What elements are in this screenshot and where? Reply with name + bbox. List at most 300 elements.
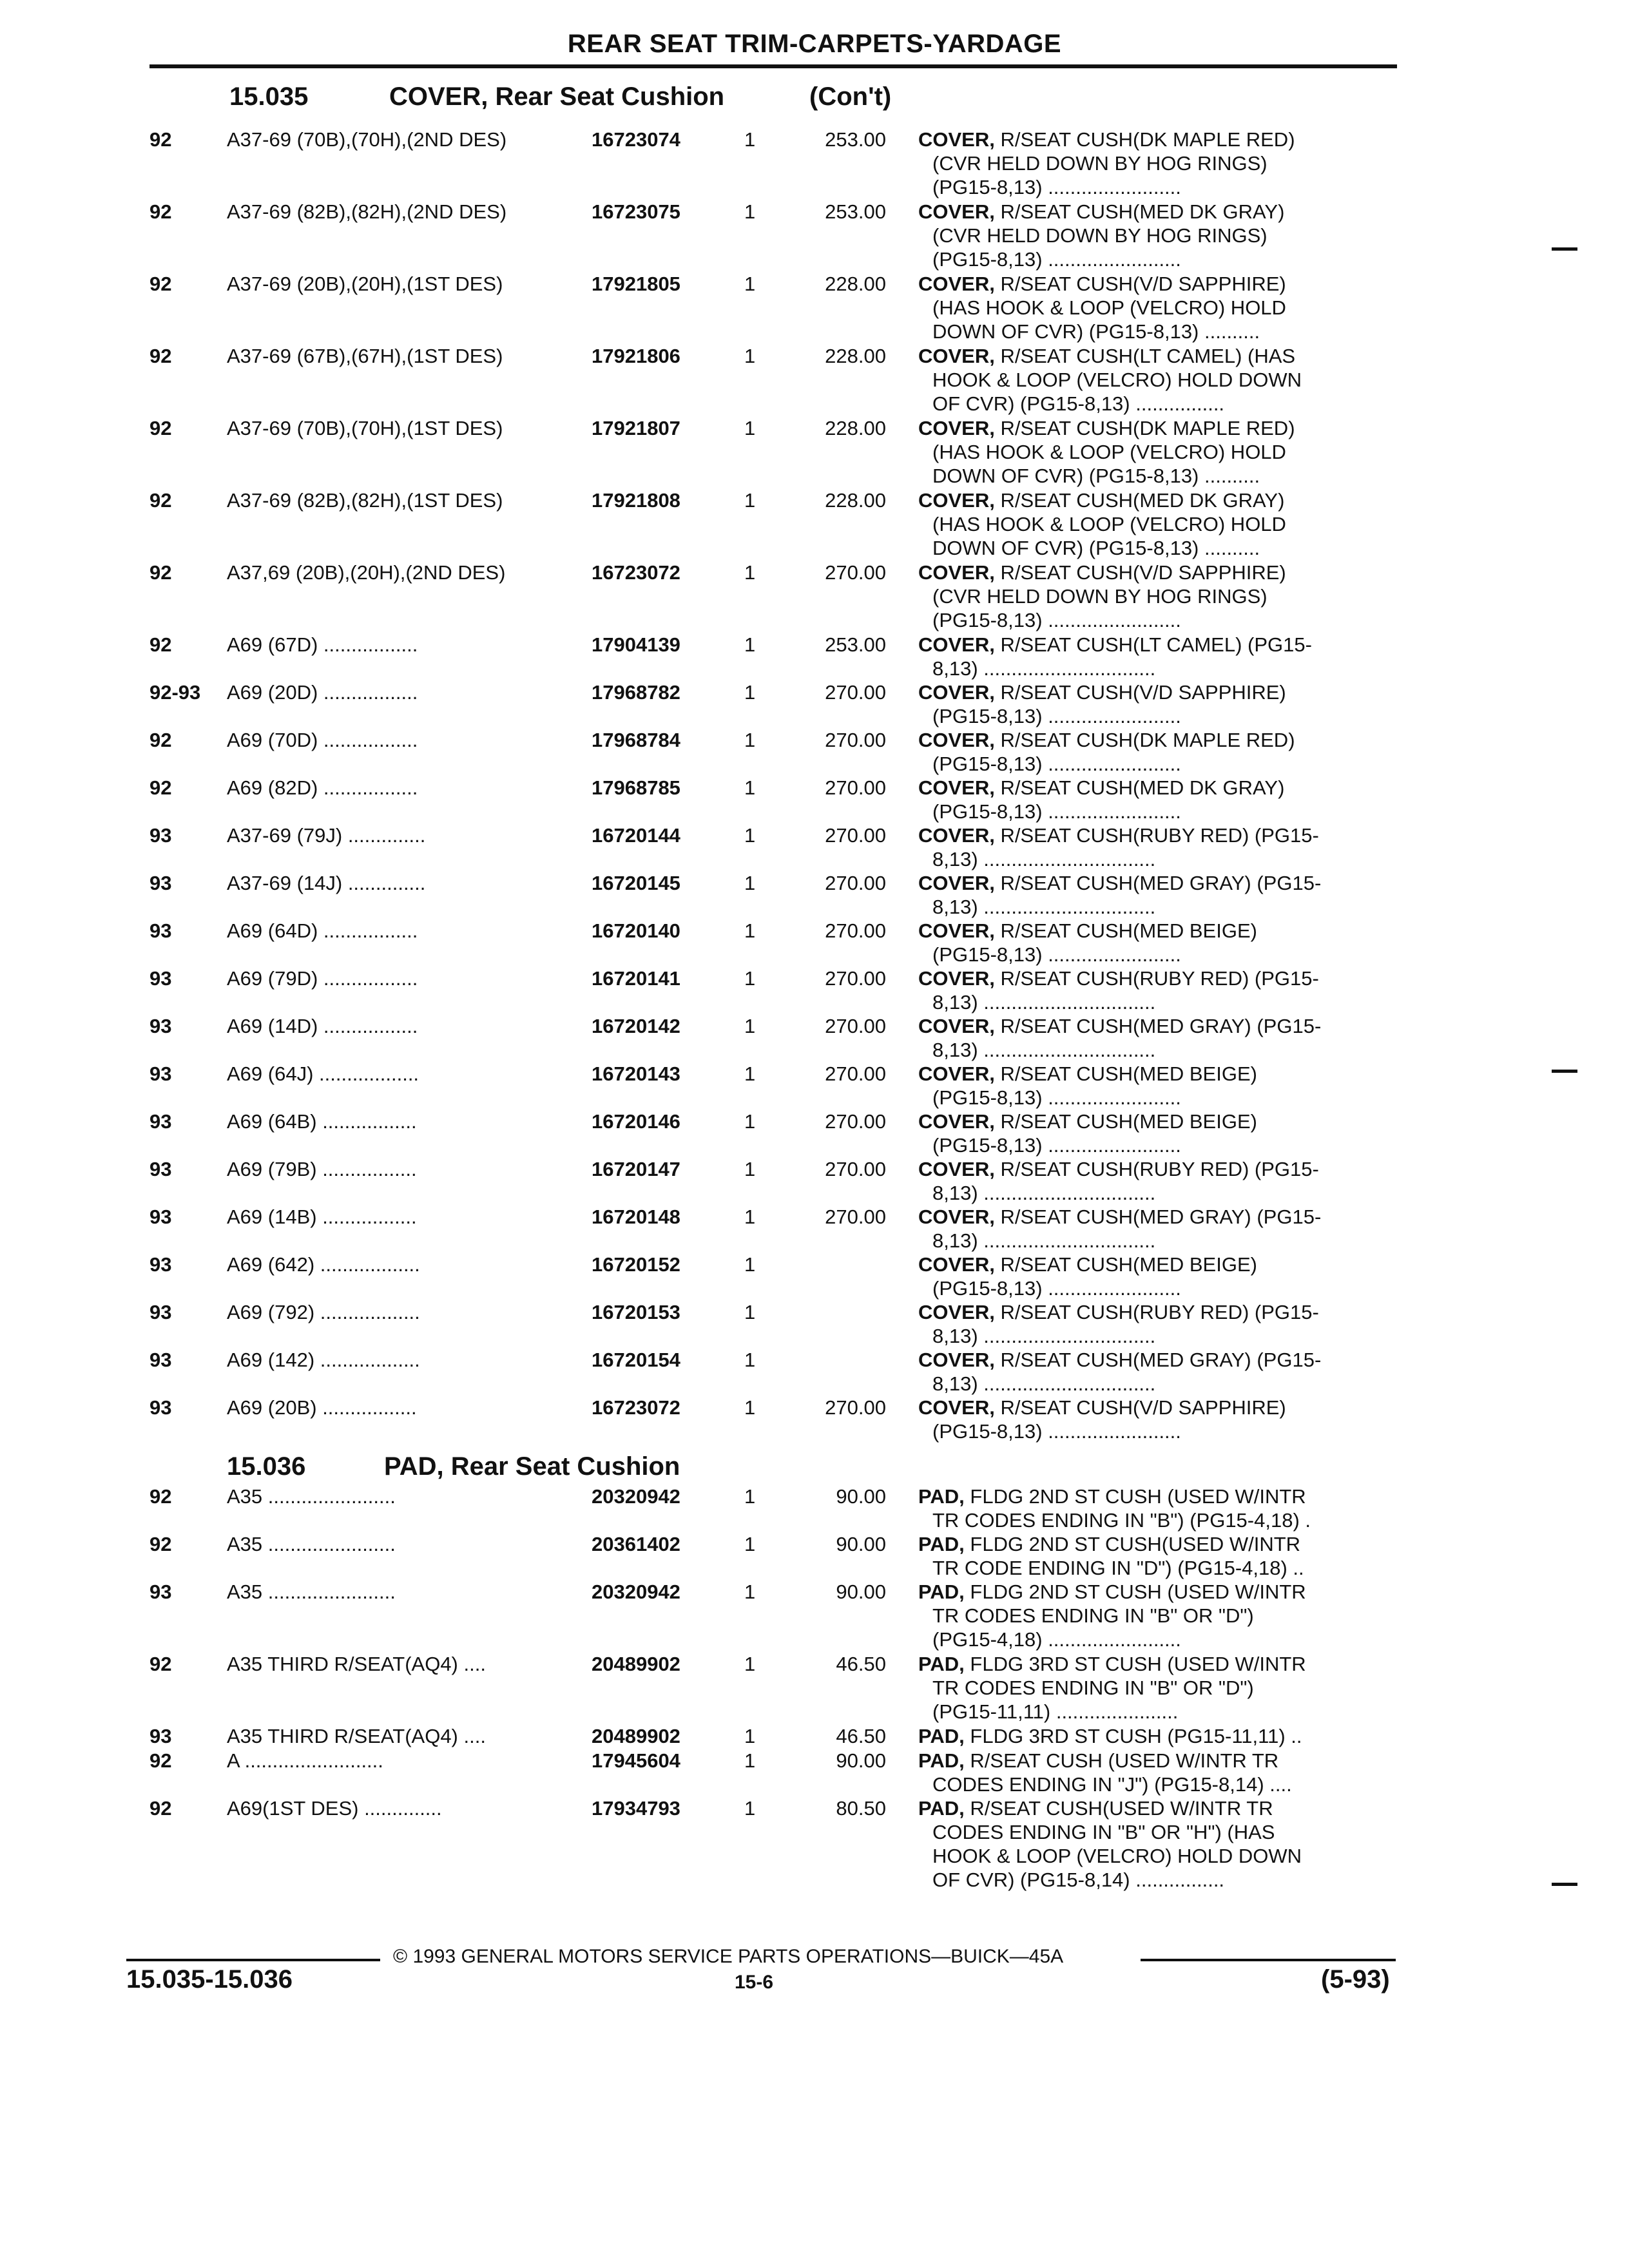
illustration-page: 93 (149, 872, 172, 894)
part-name: PAD, (918, 1485, 965, 1508)
part-description (918, 1253, 1395, 1300)
part-name: COVER, (918, 489, 995, 512)
description-line (918, 1300, 1395, 1324)
part-name: COVER, (918, 919, 995, 942)
part-description (918, 1062, 1395, 1110)
price: 80.50 (836, 1797, 886, 1820)
description-line: DOWN OF CVR) (PG15-8,13) .......... (932, 465, 1260, 487)
table-row (0, 416, 1629, 487)
part-name: COVER, (918, 1062, 995, 1085)
description-line (918, 823, 1395, 847)
price: 228.00 (825, 417, 886, 439)
model-description: A35 THIRD R/SEAT(AQ4) .... (227, 1725, 486, 1747)
part-description (918, 1749, 1395, 1796)
section-continued: (Con't) (809, 82, 892, 111)
description-text: R/SEAT CUSH(DK MAPLE RED) (1000, 128, 1295, 151)
description-line: 8,13) ............................... (932, 896, 1156, 918)
description-line (918, 344, 1395, 368)
quantity: 1 (744, 1301, 756, 1323)
illustration-page: 93 (149, 824, 172, 847)
illustration-page: 93 (149, 1015, 172, 1037)
model-description: A69(1ST DES) .............. (227, 1797, 442, 1820)
illustration-page: 92 (149, 128, 172, 151)
part-name: PAD, (918, 1725, 965, 1747)
part-name: COVER, (918, 681, 995, 704)
footer-page-number: 15-6 (735, 1972, 774, 1993)
part-description (918, 966, 1395, 1014)
model-description: A69 (79B) ................. (227, 1158, 417, 1180)
description-line (918, 272, 1395, 296)
table-row (0, 272, 1629, 343)
model-description: A37-69 (82B),(82H),(2ND DES) (227, 200, 507, 223)
margin-mark (1552, 1883, 1577, 1886)
description-text: R/SEAT CUSH(DK MAPLE RED) (1000, 417, 1295, 439)
footer-copyright: © 1993 GENERAL MOTORS SERVICE PARTS OPERATIONS—BUICK—45A (393, 1946, 1064, 1967)
description-text: FLDG 2ND ST CUSH(USED W/INTR (970, 1533, 1301, 1555)
part-number: 16723075 (592, 200, 680, 223)
model-description: A37-69 (20B),(20H),(1ST DES) (227, 273, 503, 295)
quantity: 1 (744, 1533, 756, 1555)
part-description (918, 1110, 1395, 1157)
table-row (0, 1532, 1629, 1580)
description-text: R/SEAT CUSH(MED DK GRAY) (1000, 776, 1285, 799)
part-number: 16720153 (592, 1301, 680, 1323)
description-line: (PG15-8,13) ........................ (932, 248, 1181, 271)
illustration-page: 92 (149, 776, 172, 799)
description-line: (HAS HOOK & LOOP (VELCRO) HOLD (932, 513, 1286, 535)
part-description (918, 200, 1395, 271)
description-line: OF CVR) (PG15-8,13) ................ (932, 392, 1225, 415)
quantity: 1 (744, 776, 756, 799)
description-text: R/SEAT CUSH (USED W/INTR TR (970, 1749, 1279, 1772)
illustration-page: 93 (149, 1062, 172, 1085)
description-text: R/SEAT CUSH(USED W/INTR TR (970, 1797, 1273, 1820)
illustration-page: 92 (149, 729, 172, 751)
quantity: 1 (744, 1158, 756, 1180)
quantity: 1 (744, 1485, 756, 1508)
description-line (918, 1396, 1395, 1419)
quantity: 1 (744, 1253, 756, 1276)
model-description: A69 (64J) .................. (227, 1062, 419, 1085)
table-row (0, 1796, 1629, 1891)
part-name: COVER, (918, 1301, 995, 1323)
table-row (0, 1062, 1629, 1110)
description-text: FLDG 2ND ST CUSH (USED W/INTR (970, 1581, 1306, 1603)
model-description: A37,69 (20B),(20H),(2ND DES) (227, 561, 506, 584)
section-name: PAD, Rear Seat Cushion (384, 1452, 680, 1481)
model-description: A69 (642) .................. (227, 1253, 420, 1276)
illustration-page: 92 (149, 1749, 172, 1772)
model-description: A69 (20B) ................. (227, 1396, 417, 1419)
table-row (0, 344, 1629, 415)
part-number: 16720143 (592, 1062, 680, 1085)
part-number: 20320942 (592, 1581, 680, 1603)
description-text: FLDG 3RD ST CUSH (PG15-11,11) .. (970, 1725, 1302, 1747)
description-line: TR CODES ENDING IN "B") (PG15-4,18) . (932, 1509, 1311, 1532)
description-text: R/SEAT CUSH(MED BEIGE) (1000, 1253, 1257, 1276)
quantity: 1 (744, 1206, 756, 1228)
description-line (918, 1580, 1395, 1604)
description-line: (PG15-8,13) ........................ (932, 705, 1181, 727)
description-line: 8,13) ............................... (932, 1325, 1156, 1347)
table-row (0, 1749, 1629, 1796)
description-line (918, 200, 1395, 224)
quantity: 1 (744, 1396, 756, 1419)
part-name: COVER, (918, 824, 995, 847)
part-description (918, 561, 1395, 632)
quantity: 1 (744, 1110, 756, 1133)
description-line (918, 1749, 1395, 1773)
part-description (918, 1300, 1395, 1348)
quantity: 1 (744, 345, 756, 367)
illustration-page: 93 (149, 1725, 172, 1747)
footer-rule-right (1141, 1959, 1396, 1961)
part-number: 16723072 (592, 1396, 680, 1419)
part-description (918, 272, 1395, 343)
part-name: PAD, (918, 1797, 965, 1820)
description-line: (PG15-8,13) ........................ (932, 609, 1181, 631)
table-row (0, 633, 1629, 680)
description-line (918, 1014, 1395, 1038)
price: 46.50 (836, 1725, 886, 1747)
part-description (918, 1580, 1395, 1651)
description-line: (HAS HOOK & LOOP (VELCRO) HOLD (932, 296, 1286, 319)
footer-rule-left (126, 1959, 380, 1961)
part-number: 16720140 (592, 919, 680, 942)
description-text: R/SEAT CUSH(MED GRAY) (PG15- (1000, 1349, 1322, 1371)
model-description: A37-69 (82B),(82H),(1ST DES) (227, 489, 503, 512)
description-line: (CVR HELD DOWN BY HOG RINGS) (932, 585, 1268, 608)
description-line: (CVR HELD DOWN BY HOG RINGS) (932, 224, 1268, 247)
price: 270.00 (825, 919, 886, 942)
part-number: 16720148 (592, 1206, 680, 1228)
description-text: R/SEAT CUSH(MED BEIGE) (1000, 1110, 1257, 1133)
part-description (918, 128, 1395, 199)
part-number: 17968784 (592, 729, 680, 751)
part-description (918, 919, 1395, 966)
part-description (918, 1396, 1395, 1443)
description-line: 8,13) ............................... (932, 1372, 1156, 1395)
description-line: TR CODES ENDING IN "B" OR "D") (932, 1677, 1254, 1699)
description-line: (PG15-4,18) ........................ (932, 1628, 1181, 1651)
description-line: (PG15-8,13) ........................ (932, 1134, 1181, 1157)
quantity: 1 (744, 1581, 756, 1603)
part-description (918, 776, 1395, 823)
table-row (0, 128, 1629, 198)
part-name: COVER, (918, 200, 995, 223)
quantity: 1 (744, 273, 756, 295)
illustration-page: 93 (149, 919, 172, 942)
description-text: FLDG 3RD ST CUSH (USED W/INTR (970, 1653, 1306, 1675)
part-name: COVER, (918, 633, 995, 656)
model-description: A35 ....................... (227, 1485, 396, 1508)
description-text: R/SEAT CUSH(MED DK GRAY) (1000, 489, 1285, 512)
part-name: COVER, (918, 729, 995, 751)
part-description (918, 1724, 1395, 1748)
price: 90.00 (836, 1533, 886, 1555)
footer-section-range: 15.035-15.036 (126, 1965, 293, 1994)
price: 90.00 (836, 1749, 886, 1772)
part-name: COVER, (918, 1253, 995, 1276)
table-row (0, 1580, 1629, 1651)
description-text: R/SEAT CUSH(V/D SAPPHIRE) (1000, 1396, 1286, 1419)
description-line (918, 1205, 1395, 1229)
description-line (918, 776, 1395, 800)
description-line: (PG15-11,11) ...................... (932, 1700, 1179, 1723)
model-description: A69 (64D) ................. (227, 919, 418, 942)
table-row (0, 871, 1629, 919)
description-text: R/SEAT CUSH(RUBY RED) (PG15- (1000, 1158, 1319, 1180)
table-row (0, 1485, 1629, 1532)
description-line: OF CVR) (PG15-8,14) ................ (932, 1869, 1225, 1891)
section-number: 15.036 (227, 1452, 306, 1481)
part-name: COVER, (918, 1206, 995, 1228)
description-line: (PG15-8,13) ........................ (932, 1086, 1181, 1109)
model-description: A37-69 (70B),(70H),(2ND DES) (227, 128, 507, 151)
price: 270.00 (825, 1158, 886, 1180)
part-number: 17904139 (592, 633, 680, 656)
table-row (0, 1652, 1629, 1723)
part-name: COVER, (918, 417, 995, 439)
description-line: (CVR HELD DOWN BY HOG RINGS) (932, 152, 1268, 175)
description-line (918, 488, 1395, 512)
model-description: A35 THIRD R/SEAT(AQ4) .... (227, 1653, 486, 1675)
model-description: A69 (64B) ................. (227, 1110, 417, 1133)
table-row (0, 919, 1629, 966)
description-line (918, 1062, 1395, 1086)
description-text: R/SEAT CUSH(LT CAMEL) (PG15- (1000, 633, 1312, 656)
part-name: COVER, (918, 1158, 995, 1180)
quantity: 1 (744, 417, 756, 439)
description-line (918, 1532, 1395, 1556)
table-row (0, 680, 1629, 728)
part-name: COVER, (918, 1349, 995, 1371)
illustration-page: 92 (149, 633, 172, 656)
part-number: 16720142 (592, 1015, 680, 1037)
description-line: (PG15-8,13) ........................ (932, 800, 1181, 823)
section-number: 15.035 (229, 82, 309, 111)
part-number: 16720154 (592, 1349, 680, 1371)
illustration-page: 92 (149, 489, 172, 512)
part-number: 16720141 (592, 967, 680, 990)
description-text: R/SEAT CUSH(RUBY RED) (PG15- (1000, 1301, 1319, 1323)
description-text: R/SEAT CUSH(DK MAPLE RED) (1000, 729, 1295, 751)
description-line: TR CODES ENDING IN "B" OR "D") (932, 1604, 1254, 1627)
description-line (918, 128, 1395, 151)
illustration-page: 92 (149, 1533, 172, 1555)
part-description (918, 1485, 1395, 1532)
quantity: 1 (744, 489, 756, 512)
description-text: R/SEAT CUSH(MED GRAY) (PG15- (1000, 1206, 1322, 1228)
illustration-page: 92 (149, 200, 172, 223)
illustration-page: 92 (149, 561, 172, 584)
part-number: 16723072 (592, 561, 680, 584)
part-name: PAD, (918, 1749, 965, 1772)
description-line (918, 1110, 1395, 1133)
part-description (918, 680, 1395, 728)
price: 228.00 (825, 489, 886, 512)
table-row (0, 776, 1629, 823)
description-line (918, 1348, 1395, 1372)
description-line (918, 1157, 1395, 1181)
description-line: HOOK & LOOP (VELCRO) HOLD DOWN (932, 1845, 1302, 1867)
description-line: 8,13) ............................... (932, 1182, 1156, 1204)
description-text: R/SEAT CUSH(LT CAMEL) (HAS (1000, 345, 1296, 367)
description-line: (PG15-8,13) ........................ (932, 1277, 1181, 1300)
part-name: COVER, (918, 1396, 995, 1419)
description-line: DOWN OF CVR) (PG15-8,13) .......... (932, 320, 1260, 343)
margin-mark (1552, 247, 1577, 251)
description-line: (PG15-8,13) ........................ (932, 943, 1181, 966)
illustration-page: 92 (149, 345, 172, 367)
part-description (918, 1014, 1395, 1062)
illustration-page: 93 (149, 1253, 172, 1276)
quantity: 1 (744, 200, 756, 223)
table-row (0, 1253, 1629, 1300)
quantity: 1 (744, 1349, 756, 1371)
description-text: R/SEAT CUSH(RUBY RED) (PG15- (1000, 967, 1319, 990)
description-text: R/SEAT CUSH(V/D SAPPHIRE) (1000, 681, 1286, 704)
price: 270.00 (825, 872, 886, 894)
quantity: 1 (744, 824, 756, 847)
part-description (918, 416, 1395, 488)
quantity: 1 (744, 1015, 756, 1037)
part-description (918, 728, 1395, 776)
part-description (918, 344, 1395, 416)
price: 270.00 (825, 1062, 886, 1085)
part-number: 20489902 (592, 1725, 680, 1747)
price: 270.00 (825, 967, 886, 990)
model-description: A69 (82D) ................. (227, 776, 418, 799)
title-rule (149, 64, 1397, 68)
part-name: COVER, (918, 561, 995, 584)
model-description: A37-69 (14J) .............. (227, 872, 426, 894)
description-line: 8,13) ............................... (932, 848, 1156, 870)
price: 253.00 (825, 128, 886, 151)
description-text: R/SEAT CUSH(RUBY RED) (PG15- (1000, 824, 1319, 847)
description-line (918, 919, 1395, 943)
model-description: A35 ....................... (227, 1533, 396, 1555)
description-line: (PG15-8,13) ........................ (932, 1420, 1181, 1443)
description-text: FLDG 2ND ST CUSH (USED W/INTR (970, 1485, 1306, 1508)
illustration-page: 93 (149, 1349, 172, 1371)
quantity: 1 (744, 1653, 756, 1675)
price: 270.00 (825, 776, 886, 799)
part-number: 16720152 (592, 1253, 680, 1276)
table-row (0, 1300, 1629, 1348)
description-line (918, 1724, 1395, 1748)
description-line (918, 680, 1395, 704)
quantity: 1 (744, 872, 756, 894)
price: 270.00 (825, 824, 886, 847)
part-description (918, 1652, 1395, 1724)
model-description: A69 (67D) ................. (227, 633, 418, 656)
illustration-page: 93 (149, 1581, 172, 1603)
quantity: 1 (744, 967, 756, 990)
table-row (0, 561, 1629, 631)
margin-mark (1552, 1070, 1577, 1073)
part-number: 17968785 (592, 776, 680, 799)
price: 228.00 (825, 345, 886, 367)
part-number: 16720145 (592, 872, 680, 894)
illustration-page: 92 (149, 1797, 172, 1820)
illustration-page: 93 (149, 967, 172, 990)
part-number: 17921808 (592, 489, 680, 512)
part-description (918, 1205, 1395, 1253)
part-number: 16720147 (592, 1158, 680, 1180)
part-description (918, 488, 1395, 560)
price: 228.00 (825, 273, 886, 295)
description-line (918, 871, 1395, 895)
part-number: 17934793 (592, 1797, 680, 1820)
model-description: A37-69 (79J) .............. (227, 824, 426, 847)
model-description: A69 (142) .................. (227, 1349, 420, 1371)
table-row (0, 1348, 1629, 1396)
table-row (0, 823, 1629, 871)
description-line: 8,13) ............................... (932, 1229, 1156, 1252)
model-description: A69 (79D) ................. (227, 967, 418, 990)
part-name: PAD, (918, 1533, 965, 1555)
model-description: A35 ....................... (227, 1581, 396, 1603)
description-line: (HAS HOOK & LOOP (VELCRO) HOLD (932, 441, 1286, 463)
part-description (918, 871, 1395, 919)
quantity: 1 (744, 919, 756, 942)
table-row (0, 1205, 1629, 1253)
model-description: A37-69 (67B),(67H),(1ST DES) (227, 345, 503, 367)
quantity: 1 (744, 1797, 756, 1820)
table-row (0, 1157, 1629, 1205)
illustration-page: 93 (149, 1158, 172, 1180)
description-line: (PG15-8,13) ........................ (932, 176, 1181, 198)
part-name: COVER, (918, 967, 995, 990)
quantity: 1 (744, 1725, 756, 1747)
illustration-page: 92-93 (149, 681, 201, 704)
part-description (918, 1348, 1395, 1396)
illustration-page: 92 (149, 1485, 172, 1508)
model-description: A69 (20D) ................. (227, 681, 418, 704)
page-title: REAR SEAT TRIM-CARPETS-YARDAGE (567, 30, 1062, 58)
description-line (918, 416, 1395, 440)
description-text: R/SEAT CUSH(MED GRAY) (PG15- (1000, 872, 1322, 894)
part-name: PAD, (918, 1653, 965, 1675)
description-line: CODES ENDING IN "B" OR "H") (HAS (932, 1821, 1275, 1843)
model-description: A69 (14D) ................. (227, 1015, 418, 1037)
description-line: DOWN OF CVR) (PG15-8,13) .......... (932, 537, 1260, 559)
part-description (918, 1532, 1395, 1580)
description-text: R/SEAT CUSH(V/D SAPPHIRE) (1000, 273, 1286, 295)
part-number: 17945604 (592, 1749, 680, 1772)
part-name: COVER, (918, 345, 995, 367)
description-line: CODES ENDING IN "J") (PG15-8,14) .... (932, 1773, 1292, 1796)
model-description: A ......................... (227, 1749, 383, 1772)
model-description: A69 (792) .................. (227, 1301, 420, 1323)
part-number: 16720146 (592, 1110, 680, 1133)
description-line: (PG15-8,13) ........................ (932, 753, 1181, 775)
description-line: 8,13) ............................... (932, 991, 1156, 1014)
part-name: COVER, (918, 273, 995, 295)
part-name: COVER, (918, 872, 995, 894)
part-name: COVER, (918, 1110, 995, 1133)
part-number: 20320942 (592, 1485, 680, 1508)
description-line (918, 1652, 1395, 1676)
description-text: R/SEAT CUSH(MED BEIGE) (1000, 1062, 1257, 1085)
illustration-page: 92 (149, 417, 172, 439)
description-line (918, 561, 1395, 584)
price: 270.00 (825, 1110, 886, 1133)
illustration-page: 93 (149, 1301, 172, 1323)
illustration-page: 93 (149, 1206, 172, 1228)
description-line (918, 1796, 1395, 1820)
